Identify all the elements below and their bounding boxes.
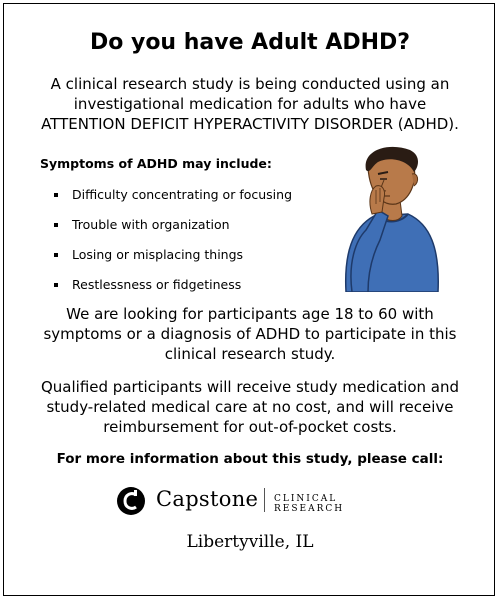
location-text: Libertyville, IL	[186, 532, 314, 552]
participants-text	[14, 304, 486, 364]
symptoms-heading: Symptoms of ADHD may include:	[40, 156, 272, 171]
capstone-logo	[116, 482, 406, 518]
bullet-icon	[54, 253, 58, 257]
participants-line: clinical research study.	[164, 345, 336, 363]
bullet-icon	[54, 283, 58, 287]
logo-subtitle: CLINICAL RESEARCH	[274, 494, 345, 514]
symptom-text: Difficulty concentrating or focusing	[72, 187, 293, 202]
bullet-icon	[54, 223, 58, 227]
participants-line: symptoms or a diagnosis of ADHD to participate in this	[43, 325, 457, 343]
intro-text	[8, 74, 492, 134]
symptom-text: Losing or misplacing things	[72, 247, 244, 262]
qualified-text	[14, 377, 486, 437]
logo-divider	[264, 488, 265, 512]
list-item	[54, 180, 292, 210]
intro-line: investigational medication for adults who have	[73, 95, 427, 113]
list-item	[54, 270, 292, 300]
participants-line: We are looking for participants age 18 to 60 with	[66, 305, 434, 323]
contact-callout: For more information about this study, please call:	[56, 451, 444, 467]
symptom-text: Restlessness or fidgetiness	[72, 277, 242, 292]
symptoms-list	[54, 180, 292, 300]
capstone-logo-mark-icon	[116, 486, 146, 516]
thinking-man-illustration	[338, 144, 444, 292]
list-item	[54, 210, 292, 240]
qualified-line: reimbursement for out-of-pocket costs.	[103, 418, 397, 436]
logo-name: Capstone	[156, 487, 259, 511]
intro-line: ATTENTION DEFICIT HYPERACTIVITY DISORDER (ADHD).	[41, 115, 459, 133]
list-item	[54, 240, 292, 270]
intro-line: A clinical research study is being conducted using an	[50, 75, 450, 93]
qualified-line: Qualified participants will receive study medication and	[40, 378, 459, 396]
page-title: Do you have Adult ADHD?	[89, 30, 411, 55]
qualified-line: study-related medical care at no cost, and will receive	[46, 398, 454, 416]
symptom-text: Trouble with organization	[72, 217, 230, 232]
bullet-icon	[54, 193, 58, 197]
flyer	[3, 3, 495, 596]
